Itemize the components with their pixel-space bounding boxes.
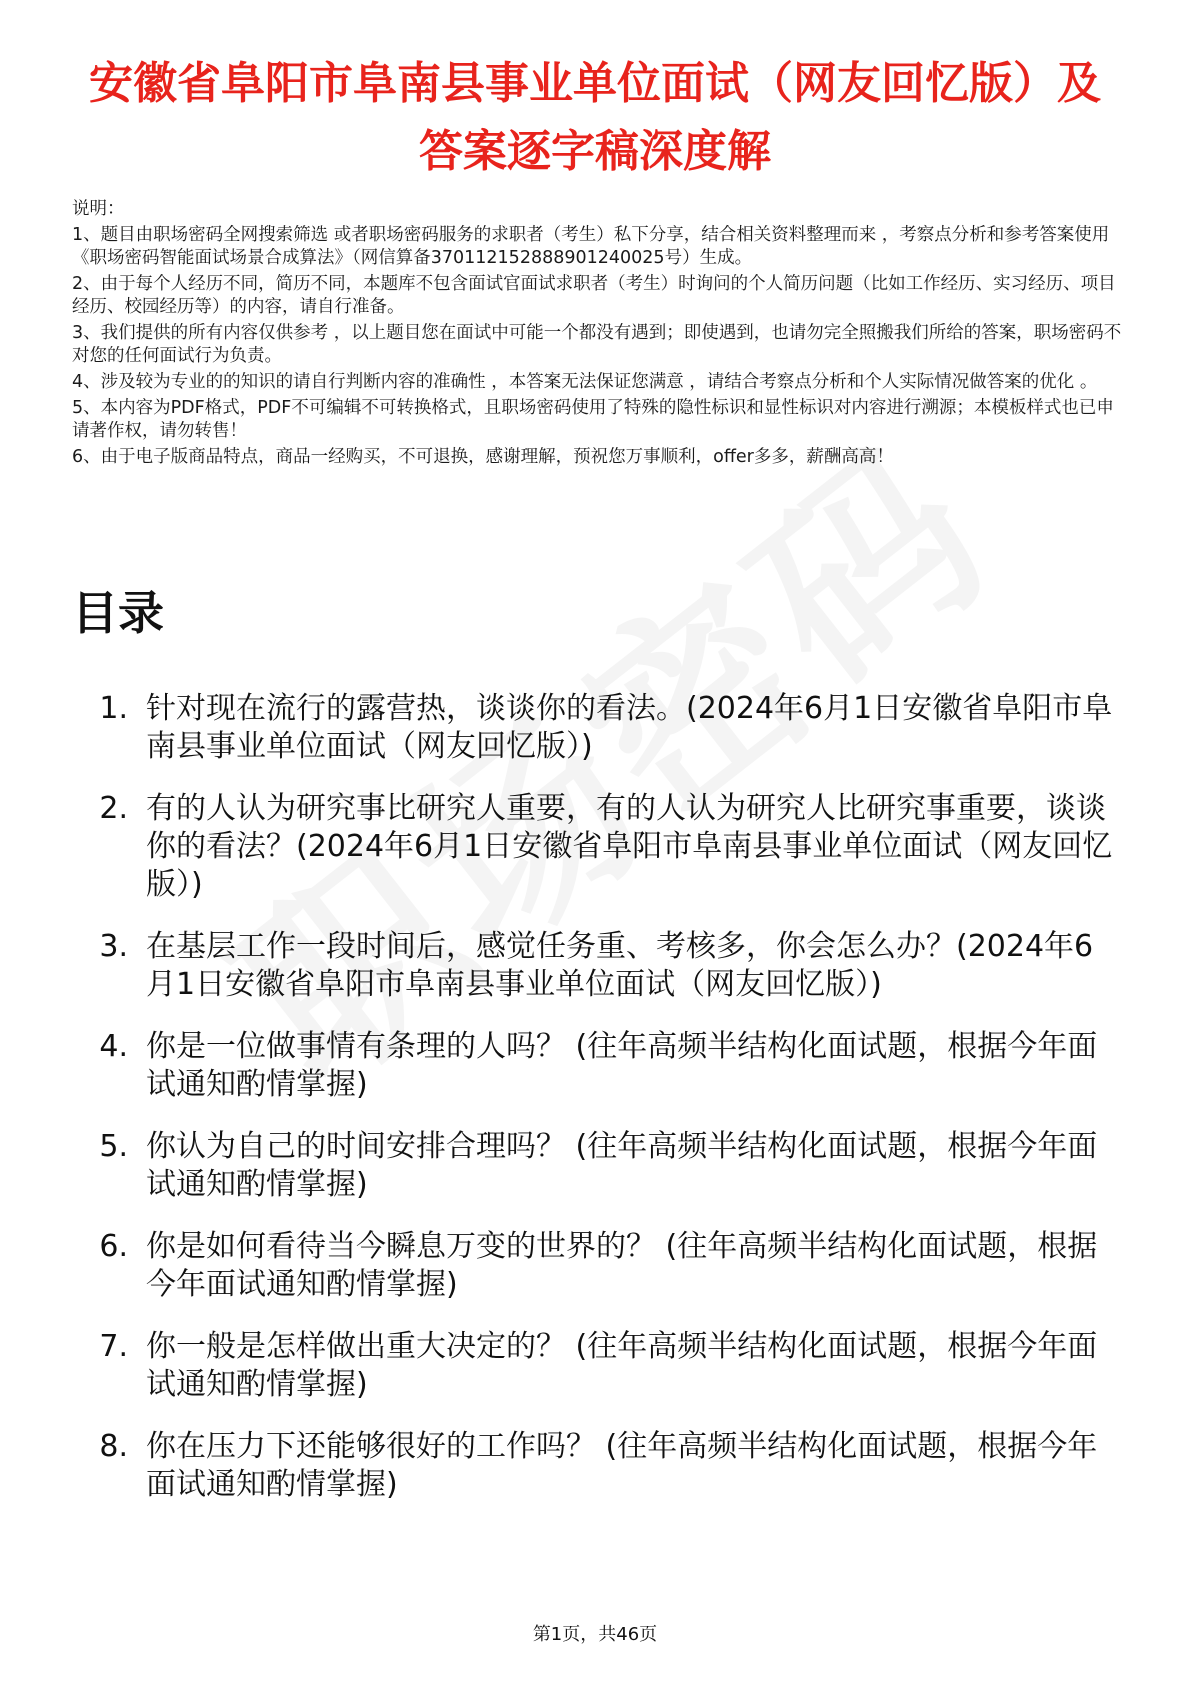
note-item: 4、涉及较为专业的的知识的请自行判断内容的准确性 ，本答案无法保证您满意 ，请结合考察点分析和个人实际情况做答案的优化 。 <box>72 372 1098 392</box>
note-item: 5、本内容为PDF格式，PDF不可编辑不可转换格式，且职场密码使用了特殊的隐性标识和显性标识对内容进行溯源；本模板样式也已申请著作权，请勿转售！ <box>72 398 1114 441</box>
toc-item[interactable] <box>72 1428 1122 1504</box>
toc-list <box>72 690 1122 1528</box>
toc-item-text: 在基层工作一段时间后，感觉任务重、考核多，你会怎么办？(2024年6月1日安徽省阜阳市阜南县事业单位面试（网友回忆版）) <box>146 929 1094 1002</box>
toc-item-number: 7. <box>99 1329 128 1364</box>
toc-item-text: 你认为自己的时间安排合理吗？ (往年高频半结构化面试题，根据今年面试通知酌情掌握) <box>146 1129 1098 1202</box>
toc-item-text: 你在压力下还能够很好的工作吗？ (往年高频半结构化面试题，根据今年面试通知酌情掌握) <box>146 1429 1098 1502</box>
toc-item-number: 6. <box>99 1229 128 1264</box>
toc-item[interactable] <box>72 1328 1122 1404</box>
toc-item-text: 你是一位做事情有条理的人吗？ (往年高频半结构化面试题，根据今年面试通知酌情掌握) <box>146 1029 1098 1102</box>
note-item: 6、由于电子版商品特点，商品一经购买，不可退换，感谢理解，预祝您万事顺利，offer多多，薪酬高高！ <box>72 447 894 467</box>
toc-item-number: 2. <box>99 791 128 826</box>
toc-item-text: 你一般是怎样做出重大决定的？ (往年高频半结构化面试题，根据今年面试通知酌情掌握) <box>146 1329 1098 1402</box>
toc-item-number: 8. <box>99 1429 128 1464</box>
toc-heading: 目录 <box>72 586 164 640</box>
toc-item[interactable] <box>72 690 1122 766</box>
notes-section <box>72 198 1122 472</box>
toc-item-number: 1. <box>99 691 128 726</box>
toc-item[interactable] <box>72 1028 1122 1104</box>
toc-item[interactable] <box>72 1128 1122 1204</box>
toc-item[interactable] <box>72 928 1122 1004</box>
notes-heading: 说明： <box>72 199 125 219</box>
toc-item-text: 你是如何看待当今瞬息万变的世界的？ (往年高频半结构化面试题，根据今年面试通知酌情掌握) <box>146 1229 1098 1302</box>
note-item: 1、题目由职场密码全网搜索筛选 或者职场密码服务的求职者（考生）私下分享，结合相关资料整理而来 ，考察点分析和参考答案使用《职场密码智能面试场景合成算法》（网信算备370112152888901240025号）生成。 <box>72 225 1110 268</box>
document-title: 安徽省阜阳市阜南县事业单位面试（网友回忆版）及答案逐字稿深度解 <box>89 58 1101 177</box>
toc-item-number: 4. <box>99 1029 128 1064</box>
note-item: 2、由于每个人经历不同，简历不同，本题库不包含面试官面试求职者（考生）时询问的个人简历问题（比如工作经历、实习经历、项目经历、校园经历等）的内容，请自行准备。 <box>72 274 1116 317</box>
toc-item-text: 针对现在流行的露营热，谈谈你的看法。(2024年6月1日安徽省阜阳市阜南县事业单位面试（网友回忆版）) <box>146 691 1113 764</box>
note-item: 3、我们提供的所有内容仅供参考 ，以上题目您在面试中可能一个都没有遇到；即使遇到，也请勿完全照搬我们所给的答案，职场密码不对您的任何面试行为负责。 <box>72 323 1122 366</box>
toc-item[interactable] <box>72 790 1122 904</box>
toc-item[interactable] <box>72 1228 1122 1304</box>
toc-item-number: 3. <box>99 929 128 964</box>
page-footer: 第1页，共46页 <box>532 1624 658 1645</box>
toc-item-number: 5. <box>99 1129 128 1164</box>
toc-item-text: 有的人认为研究事比研究人重要，有的人认为研究人比研究事重要，谈谈你的看法？(2024年6月1日安徽省阜阳市阜南县事业单位面试（网友回忆版）) <box>146 791 1113 902</box>
